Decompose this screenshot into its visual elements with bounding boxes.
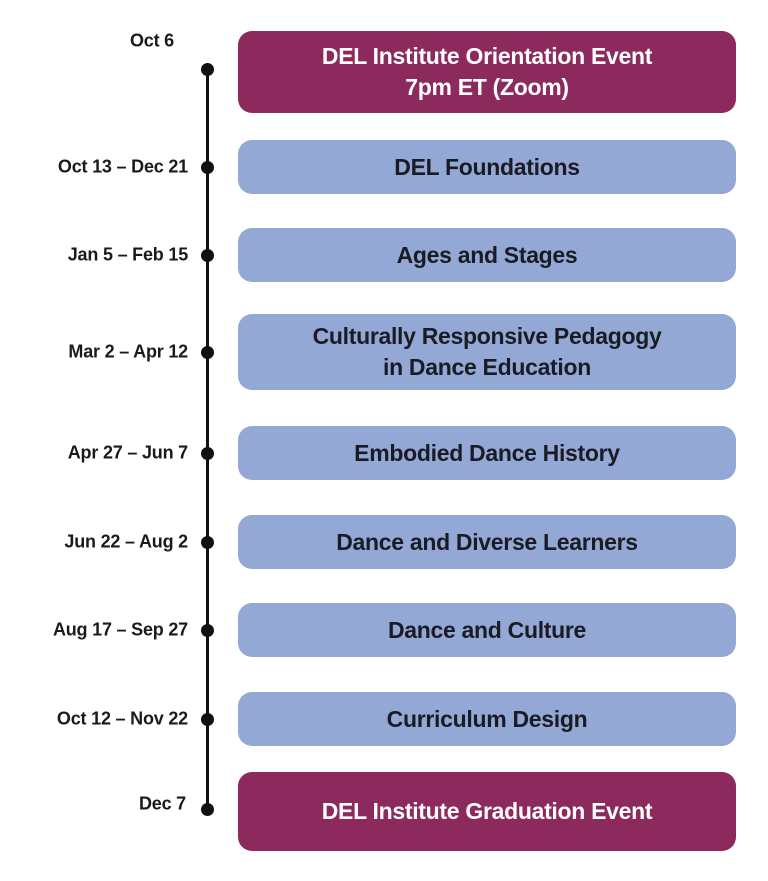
timeline-row-graduation: [0, 772, 768, 851]
timeline-dot: [201, 249, 214, 262]
timeline-event-label: DEL Institute Graduation Event: [321, 798, 653, 824]
timeline-row-orientation: [0, 31, 768, 113]
timeline-date: Oct 12 – Nov 22: [56, 708, 188, 729]
timeline-row-embodied-dance-history: [0, 426, 768, 480]
timeline-course-label: Dance and Diverse Learners: [336, 528, 638, 555]
timeline-dot: [201, 161, 214, 174]
timeline-row-del-foundations: [0, 140, 768, 194]
timeline-course-box: [238, 426, 736, 480]
timeline-row-culturally-responsive-pedagogy: [0, 314, 768, 390]
timeline-course-box: [238, 314, 736, 390]
timeline-course-label: DEL Foundations: [394, 153, 580, 180]
timeline-dot: [201, 447, 214, 460]
timeline-date: Jun 22 – Aug 2: [64, 531, 188, 552]
timeline-course-box: [238, 603, 736, 657]
timeline-row-dance-and-culture: [0, 603, 768, 657]
timeline-event-label: DEL Institute Orientation Event 7pm ET (Zoom): [321, 43, 653, 100]
timeline-row-dance-and-diverse-learners: [0, 515, 768, 569]
timeline-dot: [201, 803, 214, 816]
timeline-course-box: [238, 140, 736, 194]
timeline-row-ages-and-stages: [0, 228, 768, 282]
timeline-date: Oct 13 – Dec 21: [57, 156, 188, 177]
timeline-row-curriculum-design: [0, 692, 768, 746]
timeline-course-label: Embodied Dance History: [354, 439, 620, 466]
timeline-course-label: Culturally Responsive Pedagogy in Dance Education: [312, 323, 662, 380]
timeline-date: Dec 7: [138, 793, 186, 813]
timeline-date: Mar 2 – Apr 12: [68, 341, 188, 362]
timeline-course-box: [238, 515, 736, 569]
timeline-dot: [201, 536, 214, 549]
timeline-course-label: Curriculum Design: [386, 705, 588, 732]
timeline-date: Jan 5 – Feb 15: [67, 244, 188, 265]
timeline-date: Oct 6: [129, 30, 174, 51]
timeline-dot: [201, 63, 214, 76]
timeline-course-label: Ages and Stages: [396, 241, 578, 268]
timeline-dot: [201, 346, 214, 359]
timeline-date: Aug 17 – Sep 27: [52, 619, 188, 640]
timeline-dot: [201, 713, 214, 726]
timeline-course-label: Dance and Culture: [387, 616, 587, 643]
timeline-course-box: [238, 692, 736, 746]
timeline-dot: [201, 624, 214, 637]
timeline-event-box: [238, 31, 736, 113]
timeline-course-box: [238, 228, 736, 282]
timeline-event-box: [238, 772, 736, 851]
timeline-date: Apr 27 – Jun 7: [67, 442, 188, 463]
